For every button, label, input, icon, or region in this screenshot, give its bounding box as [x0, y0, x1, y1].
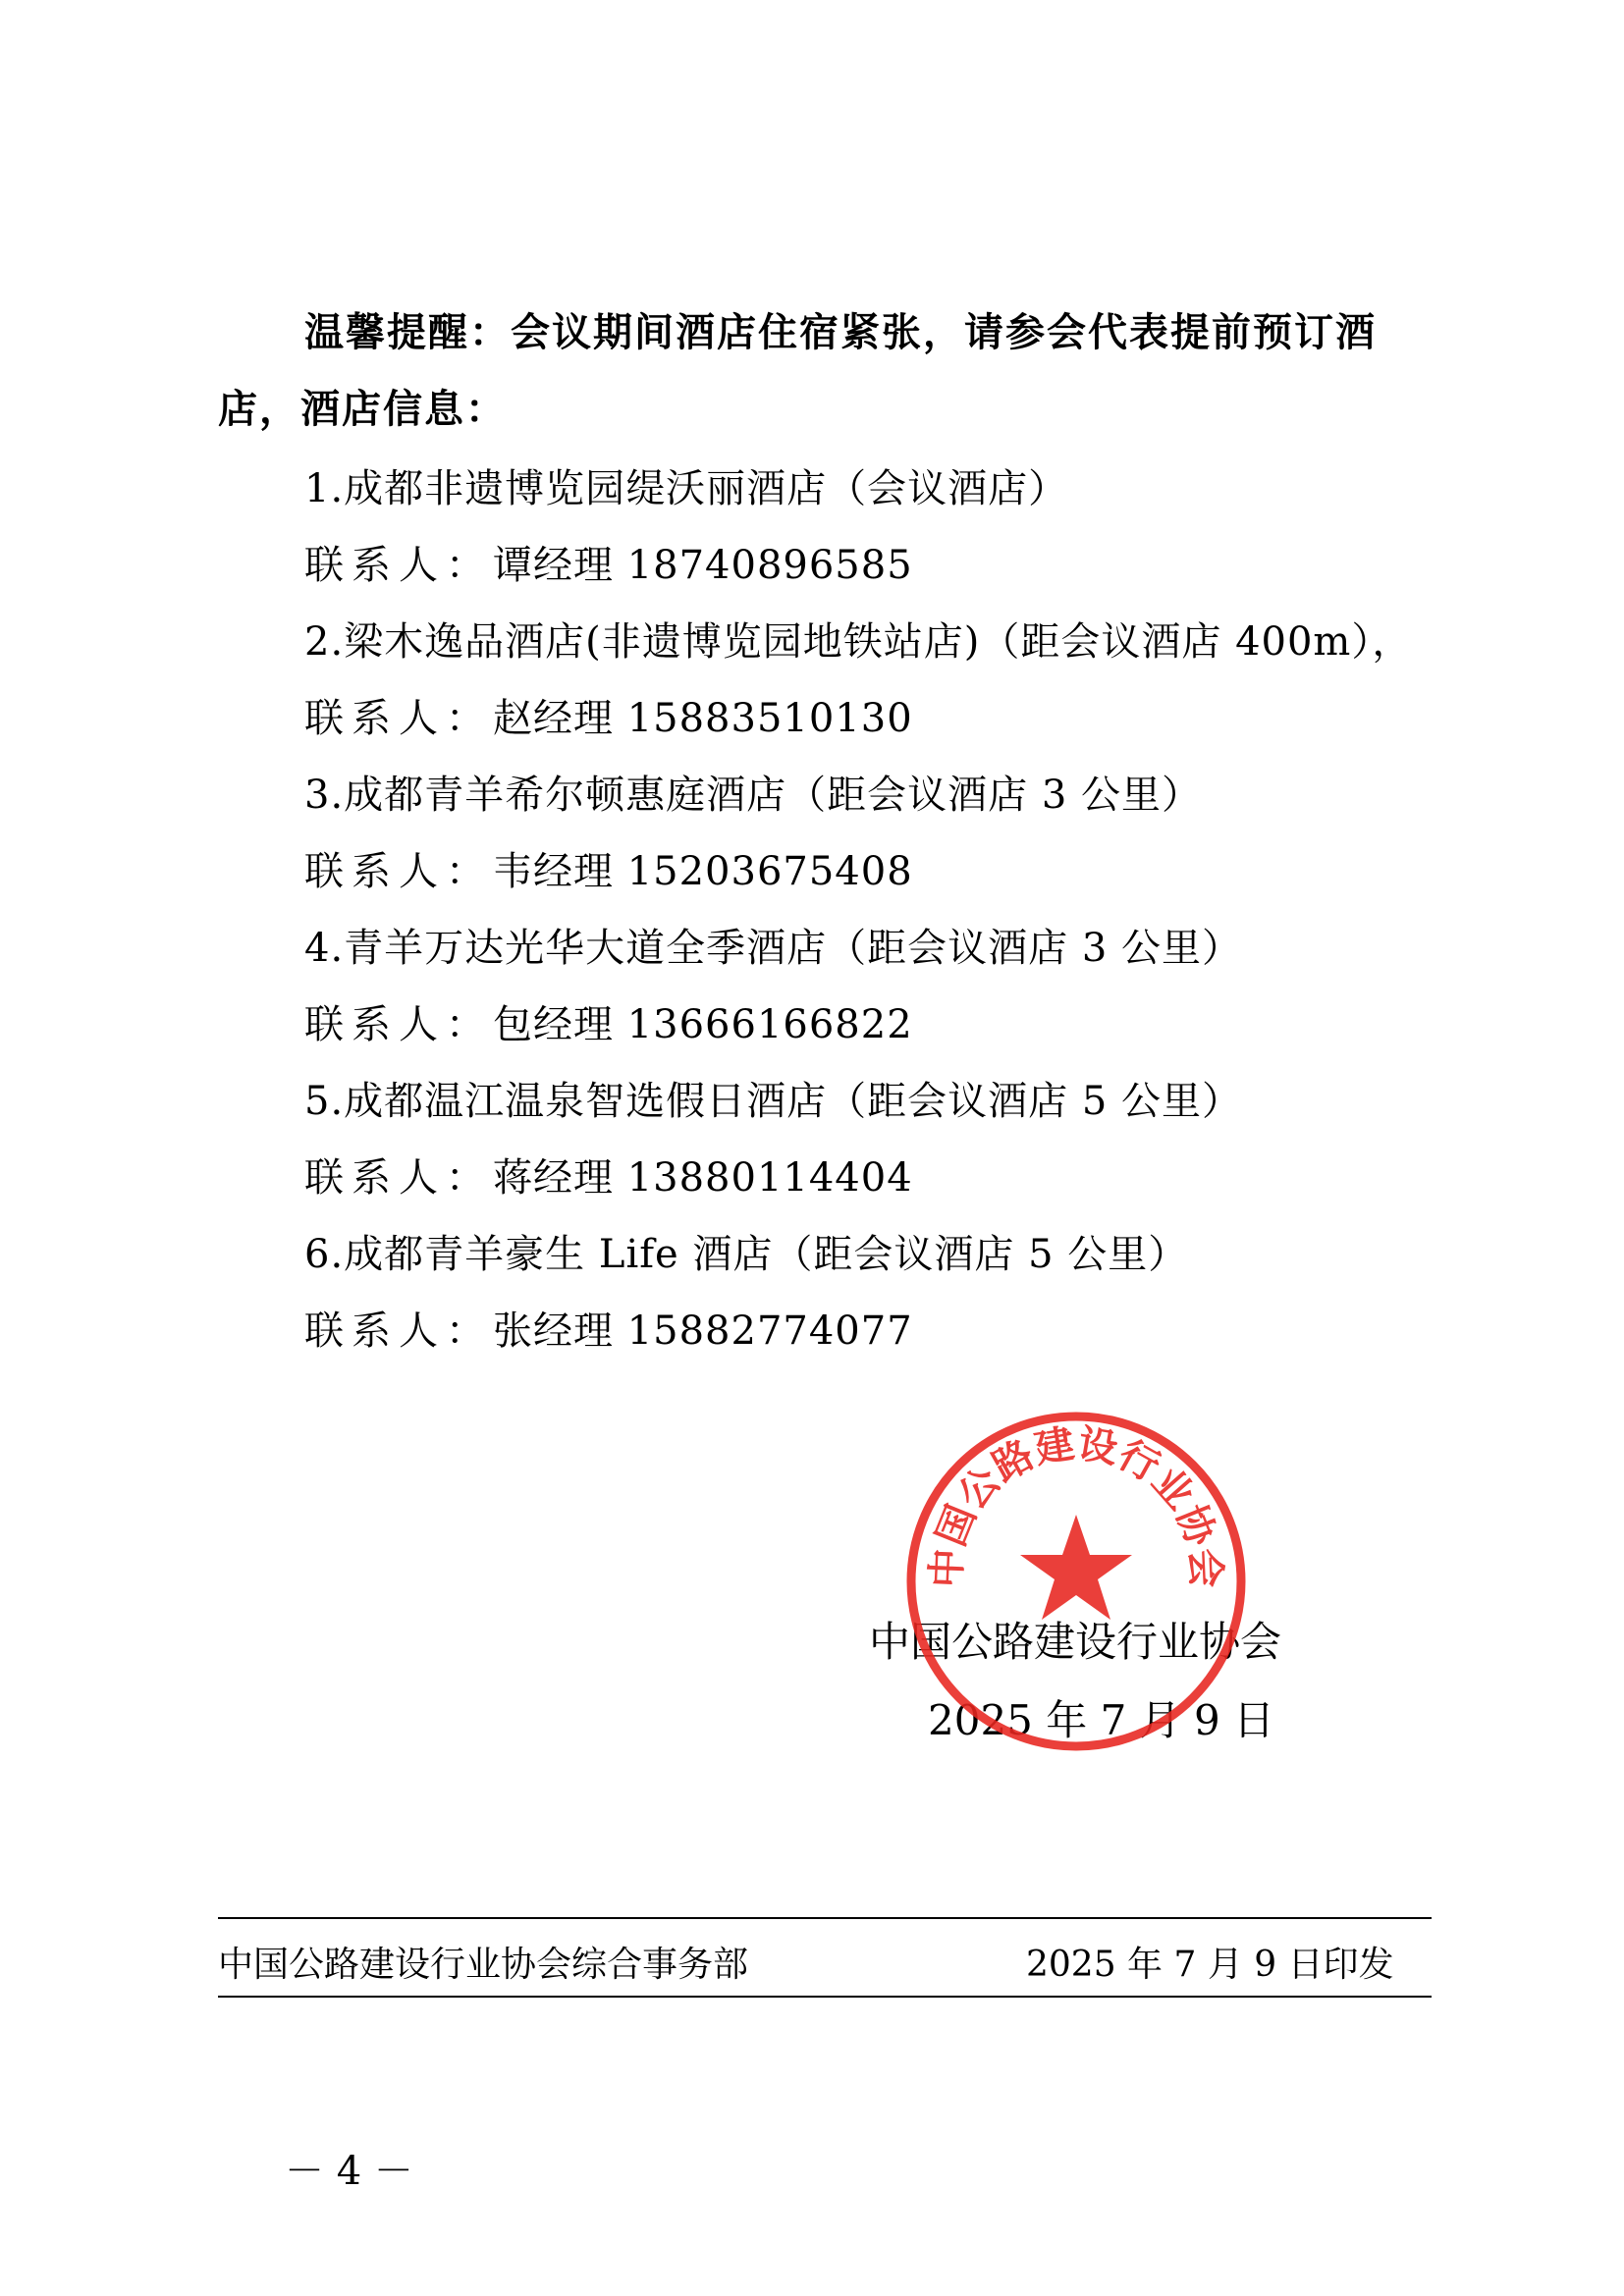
hotel-contact-1 — [304, 536, 913, 595]
contact-label: 联系人： — [304, 1308, 493, 1354]
contact-value: 韦经理 15203675408 — [493, 849, 913, 894]
footer-bottom-rule — [218, 1996, 1432, 1998]
footer-top-rule — [218, 1917, 1432, 1919]
reminder-line-1: 温馨提醒：会议期间酒店住宿紧张，请参会代表提前预订酒 — [304, 310, 1377, 355]
hotel-name-4: 4.青羊万达光华大道全季酒店（距会议酒店 3 公里） — [304, 926, 1243, 971]
seal-star-icon — [1020, 1515, 1132, 1620]
hotel-contact-6 — [304, 1302, 913, 1361]
seal-text: 中国公路建设行业协会 — [924, 1420, 1228, 1589]
contact-label: 联系人： — [304, 543, 493, 588]
contact-value: 蒋经理 13880114404 — [493, 1155, 913, 1201]
hotel-name-3: 3.成都青羊希尔顿惠庭酒店（距会议酒店 3 公里） — [304, 773, 1203, 818]
contact-value: 张经理 15882774077 — [493, 1308, 913, 1354]
hotel-name-2: 2.梁木逸品酒店(非遗博览园地铁站店)（距会议酒店 400m）， — [304, 619, 1413, 665]
hotel-name-1: 1.成都非遗博览园缇沃丽酒店（会议酒店） — [304, 466, 1069, 511]
signature-date: 2025 年 7 月 9 日 — [928, 1696, 1275, 1744]
contact-value: 谭经理 18740896585 — [493, 543, 913, 588]
contact-label: 联系人： — [304, 1002, 493, 1047]
contact-value: 包经理 13666166822 — [493, 1002, 913, 1047]
reminder-line-2: 店，酒店信息： — [218, 387, 507, 432]
hotel-contact-3 — [304, 842, 913, 901]
footer-issuer: 中国公路建设行业协会综合事务部 — [218, 1945, 749, 1985]
official-seal-stamp — [903, 1409, 1249, 1754]
contact-value: 赵经理 15883510130 — [493, 696, 913, 741]
signature-org: 中国公路建设行业协会 — [869, 1618, 1282, 1666]
hotel-name-6: 6.成都青羊豪生 Life 酒店（距会议酒店 5 公里） — [304, 1232, 1189, 1277]
page-number: － 4 － — [285, 2149, 413, 2194]
footer-issue-date: 2025 年 7 月 9 日印发 — [1026, 1945, 1394, 1985]
hotel-contact-4 — [304, 995, 913, 1054]
contact-label: 联系人： — [304, 849, 493, 894]
hotel-name-5: 5.成都温江温泉智选假日酒店（距会议酒店 5 公里） — [304, 1079, 1243, 1124]
hotel-contact-5 — [304, 1148, 913, 1207]
contact-label: 联系人： — [304, 1155, 493, 1201]
hotel-contact-2 — [304, 689, 913, 748]
contact-label: 联系人： — [304, 696, 493, 741]
